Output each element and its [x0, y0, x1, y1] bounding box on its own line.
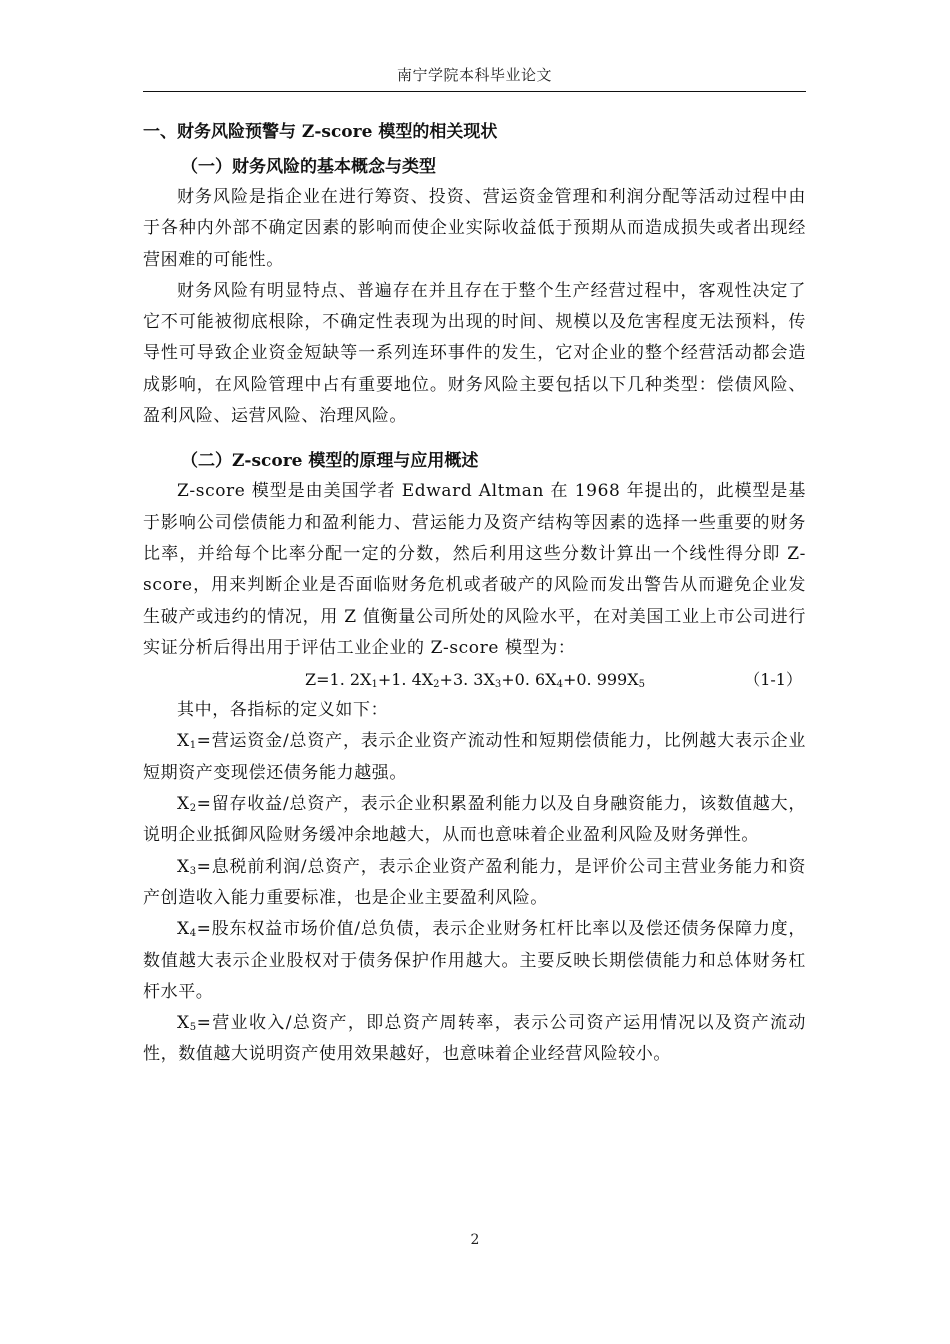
section-heading: 一、财务风险预警与 Z-score 模型的相关现状 — [143, 122, 498, 142]
paragraph-zscore-overview: Z-score 模型是由美国学者 Edward Altman 在 1968 年提出的，此模型是基于影响公司偿债能力和盈利能力、营运能力及资产结构等因素的选择一些重要的财务比率，并给每个比率分配一定的分数，然后利用这些分数计算出一个线性得分即 Z-score，用来判断企业是否面临财务危机或者破产的风险而发出警告从而避免企业发生破产或违约的情况，用 Z 值衡量公司所处的风险水平，在对美国工业上市公司进行实证分析后得出用于评估工业企业的 Z-score 模型为： — [143, 481, 806, 658]
page-number: 2 — [470, 1232, 480, 1248]
page-body — [143, 116, 806, 1071]
header-divider — [143, 91, 806, 92]
paragraph-indicator-intro: 其中，各指标的定义如下： — [177, 700, 389, 721]
formula-expression: Z=1. $2X_1+1$. $4X_2+3$. $3X_3+0$. $6X_4+0$. $999X_5$ — [305, 670, 645, 691]
definition-x4: $X_4=$股东权益市场价值/总负债，表示企业财务杠杆比率以及偿还债务保障力度，数值越大表示企业股权对于债务保护作用越大。主要反映长期偿债能力和总体财务杠杆水平。 — [143, 919, 806, 1002]
paragraph-risk-definition: 财务风险是指企业在进行筹资、投资、营运资金管理和利润分配等活动过程中由于各种内外部不确定因素的影响而使企业实际收益低于预期从而造成损失或者出现经营困难的可能性。 — [143, 187, 806, 270]
formula-number: （1-1） — [744, 670, 802, 690]
definition-x2: $X_2=$留存收益/总资产，表示企业积累盈利能力以及自身融资能力，该数值越大，说明企业抵御风险财务缓冲余地越大，从而也意味着企业盈利风险及财务弹性。 — [143, 794, 806, 846]
definition-x5: $X_5=$营业收入/总资产，即总资产周转率，表示公司资产运用情况以及资产流动性，数值越大说明资产使用效果越好，也意味着企业经营风险较小。 — [143, 1013, 806, 1065]
subsection-heading-2: （二）Z-score 模型的原理与应用概述 — [181, 451, 479, 472]
paragraph-risk-characteristics: 财务风险有明显特点、普遍存在并且存在于整个生产经营过程中，客观性决定了它不可能被彻底根除，不确定性表现为出现的时间、规模以及危害程度无法预料，传导性可导致企业资金短缺等一系列连环事件的发生，它对企业的整个经营活动都会造成影响，在风险管理中占有重要地位。财务风险主要包括以下几种类型：偿债风险、盈利风险、运营风险、治理风险。 — [143, 280, 806, 427]
definition-x1: $X_1=$营运资金/总资产，表示企业资产流动性和短期偿债能力，比例越大表示企业短期资产变现偿还债务能力越强。 — [143, 731, 806, 783]
definition-x3: $X_3=$息税前利润/总资产，表示企业资产盈利能力，是评价公司主营业务能力和资产创造收入能力重要标准，也是企业主要盈利风险。 — [143, 856, 806, 908]
subsection-heading-1: （一）财务风险的基本概念与类型 — [181, 157, 436, 177]
zscore-formula — [143, 664, 806, 695]
running-header: 南宁学院本科毕业论文 — [396, 66, 552, 84]
